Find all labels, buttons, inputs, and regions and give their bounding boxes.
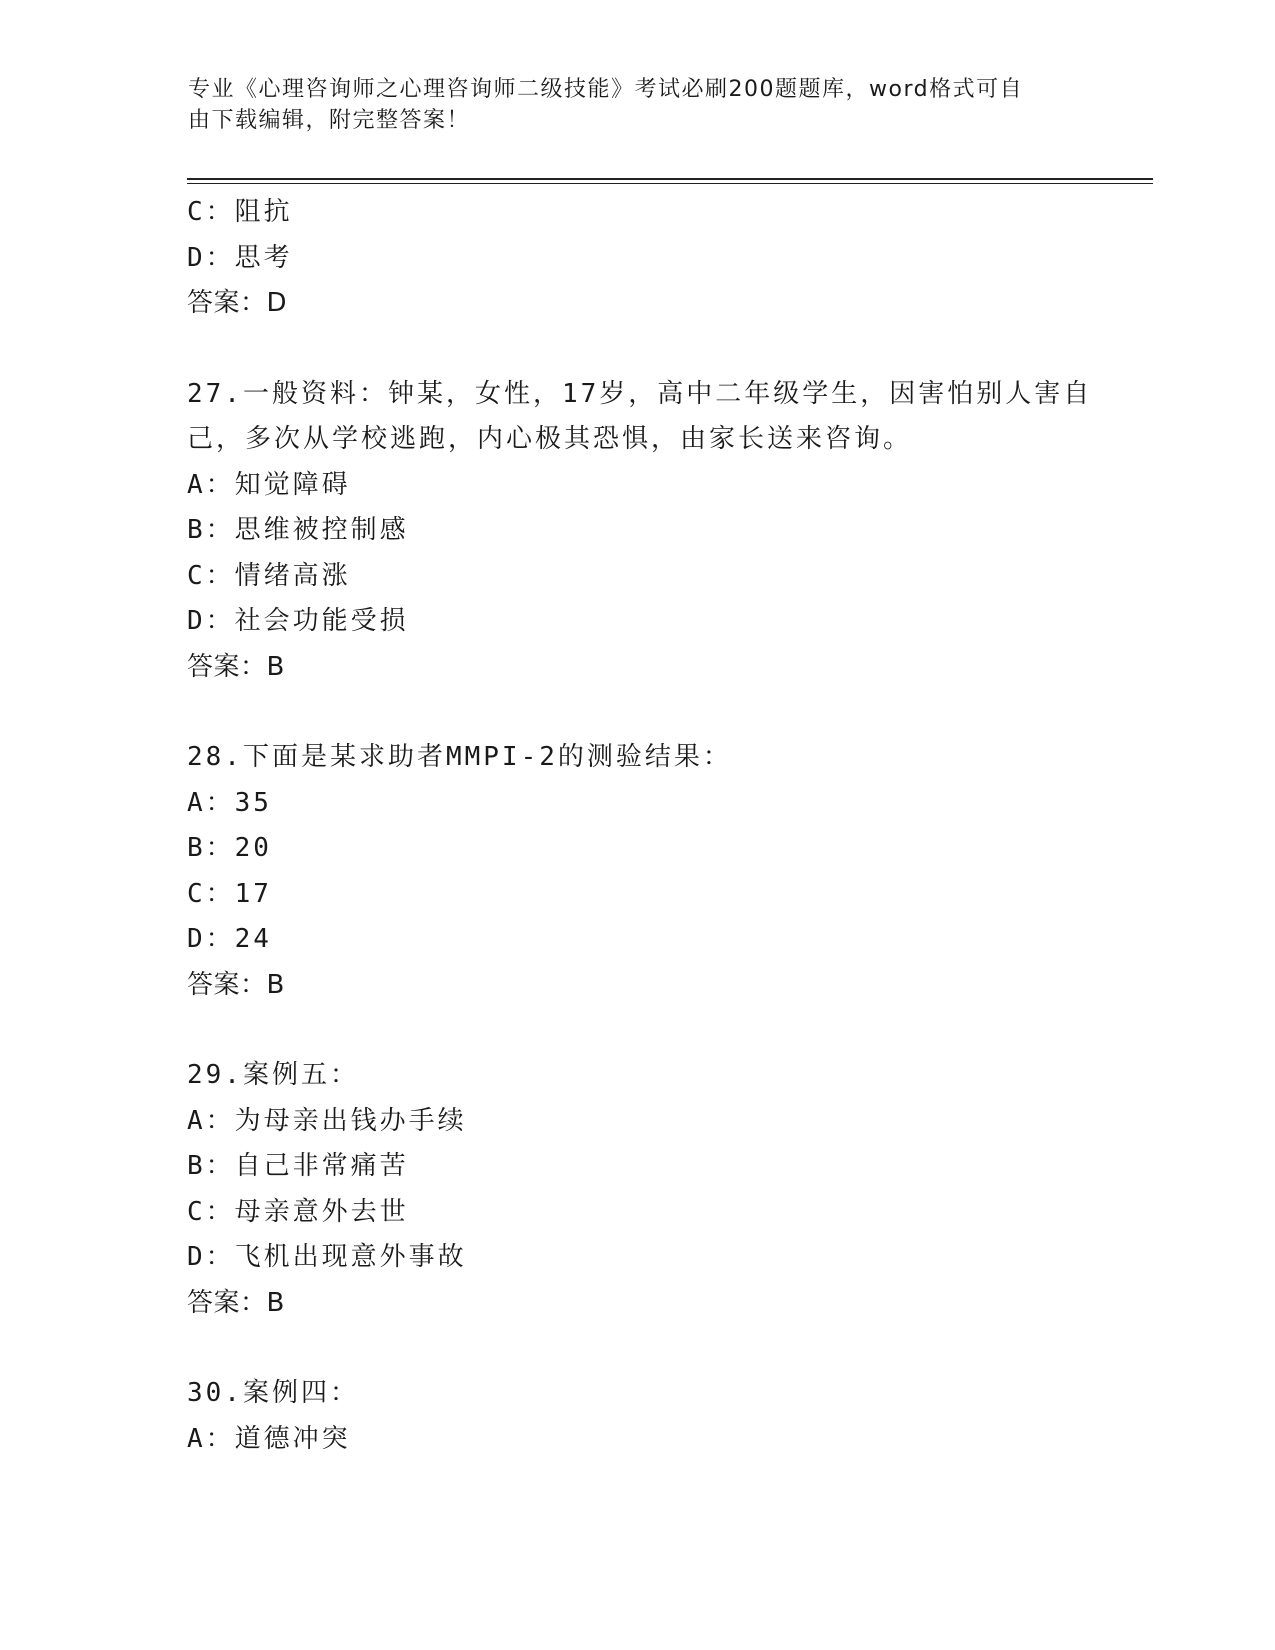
- option-b: B：20: [187, 833, 272, 863]
- option-d: D：24: [187, 924, 272, 954]
- option-c: C：母亲意外去世: [187, 1196, 409, 1227]
- question-stem-line-1: 30.案例四：: [187, 1378, 359, 1408]
- answer-line: 答案：B: [187, 1287, 285, 1318]
- option-c: C：17: [187, 878, 272, 909]
- option-a: A：为母亲出钱办手续: [187, 1105, 467, 1136]
- option-b: B：自己非常痛苦: [187, 1151, 409, 1181]
- option-d: D：社会功能受损: [187, 606, 409, 636]
- answer-line: 答案：D: [187, 288, 288, 318]
- spacer: [187, 1326, 1087, 1371]
- option-c: C：阻抗: [187, 197, 293, 227]
- header-divider-thick: [187, 178, 1153, 180]
- option-a: A：道德冲突: [187, 1423, 351, 1454]
- question-stem-line-1: 27.一般资料：钟某，女性，17岁，高中二年级学生，因害怕别人害自: [187, 378, 1093, 409]
- question-27: [187, 372, 1093, 691]
- header-divider-thin: [187, 183, 1153, 184]
- question-stem-line-1: 29.案例五：: [187, 1060, 359, 1090]
- option-b: B：思维被控制感: [187, 515, 409, 545]
- option-a: A：35: [187, 787, 272, 818]
- option-d: D：思考: [187, 242, 293, 273]
- spacer: [187, 690, 1087, 735]
- answer-line: 答案：B: [187, 651, 285, 682]
- document-title-line-2: 由下载编辑，附完整答案！: [188, 108, 471, 133]
- question-stem-line-2: 己，多次从学校逃跑，内心极其恐惧，由家长送来咨询。: [187, 424, 913, 454]
- answer-line: 答案：B: [187, 969, 285, 1000]
- question-30: [187, 1371, 1087, 1462]
- question-28: [187, 735, 1087, 1008]
- option-d: D：飞机出现意外事故: [187, 1242, 467, 1272]
- question-26-tail: [187, 190, 1087, 327]
- document-title-line-1: 专业《心理咨询师之心理咨询师二级技能》考试必刷200题题库，word格式可自: [188, 77, 1024, 102]
- option-a: A：知觉障碍: [187, 469, 351, 500]
- page-header: [188, 74, 1068, 136]
- spacer: [187, 1008, 1087, 1053]
- spacer: [187, 327, 1087, 372]
- question-29: [187, 1053, 1087, 1326]
- option-c: C：情绪高涨: [187, 560, 351, 591]
- document-body: [187, 190, 1093, 1462]
- question-stem-line-1: 28.下面是某求助者MMPI-2的测验结果：: [187, 742, 732, 772]
